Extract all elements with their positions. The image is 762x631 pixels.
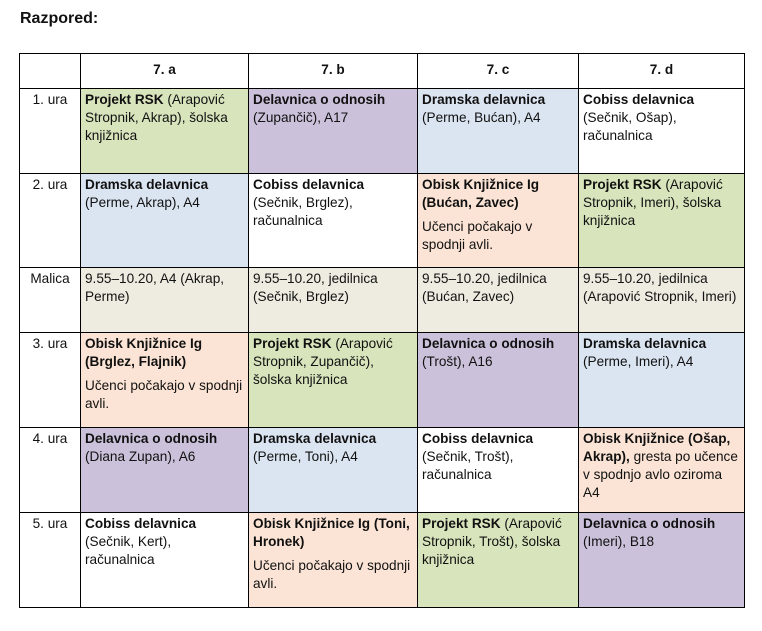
activity-name: Dramska delavnica [253, 431, 377, 446]
activity-detail: (Perme, Imeri), A4 [583, 354, 694, 369]
activity-name: Cobiss delavnica [253, 177, 365, 192]
time-cell: 1. ura [20, 89, 81, 174]
schedule-cell [81, 174, 249, 268]
schedule-cell [249, 174, 418, 268]
activity-detail: (Imeri), B18 [583, 534, 655, 549]
schedule-cell [249, 428, 418, 513]
activity-note: Učenci počakajo v spodnji avli. [85, 378, 243, 411]
activity-name: Obisk Knjižnice Ig (Bućan, Zavec) [422, 177, 540, 210]
activity-detail: (Sečnik, Ošap), računalnica [583, 110, 677, 143]
schedule-cell [579, 333, 745, 428]
activity-name: Projekt RSK [253, 336, 332, 351]
activity-name: Dramska delavnica [422, 92, 546, 107]
activity-detail: (Zupančič), A17 [253, 110, 349, 125]
time-cell: 4. ura [20, 428, 81, 513]
activity-detail: (Diana Zupan), A6 [85, 449, 196, 464]
activity-detail: (Arapović Stropnik, Trošt), šolska knjižnica [422, 516, 562, 567]
schedule-cell [249, 513, 418, 608]
activity-note: Učenci počakajo v spodnji avli. [253, 558, 411, 591]
activity-detail: (Arapović Stropnik, Akrap), šolska knjižnica [85, 92, 228, 143]
page-title: Razpored: [20, 10, 99, 27]
schedule-cell [418, 428, 579, 513]
table-row [20, 333, 745, 428]
table-row [20, 174, 745, 268]
activity-detail: (Perme, Toni), A4 [253, 449, 358, 464]
activity-name: Delavnica o odnosih [253, 92, 386, 107]
table-row [20, 268, 745, 333]
activity-detail: (Sečnik, Trošt), računalnica [422, 449, 514, 482]
schedule-cell [249, 333, 418, 428]
schedule-cell [81, 428, 249, 513]
header-row [20, 54, 745, 89]
activity-name: Projekt RSK [85, 92, 164, 107]
schedule-cell [579, 428, 745, 513]
activity-detail: (Trošt), A16 [422, 354, 493, 369]
header-corner-cell [20, 54, 81, 89]
time-cell: 3. ura [20, 333, 81, 428]
activity-detail: 9.55–10.20, A4 (Akrap, Perme) [85, 271, 225, 304]
activity-detail: (Arapović Stropnik, Imeri), šolska knjižnica [583, 177, 723, 228]
activity-name: Cobiss delavnica [583, 92, 695, 107]
activity-name: Obisk Knjižnice Ig (Brglez, Flajnik) [85, 336, 203, 369]
header-class-7c: 7. c [418, 54, 579, 89]
header-class-7b: 7. b [249, 54, 418, 89]
schedule-cell [418, 333, 579, 428]
activity-detail: 9.55–10.20, jedilnica (Arapović Stropnik, Imeri) [583, 271, 737, 304]
activity-name: Dramska delavnica [85, 177, 209, 192]
activity-name: Dramska delavnica [583, 336, 707, 351]
header-class-7d: 7. d [579, 54, 745, 89]
activity-name: Obisk Knjižnice Ig (Toni, Hronek) [253, 516, 410, 549]
activity-detail: 9.55–10.20, jedilnica (Sečnik, Brglez) [253, 271, 378, 304]
schedule-cell [418, 89, 579, 174]
schedule-cell [579, 89, 745, 174]
schedule-cell [81, 89, 249, 174]
schedule-cell [579, 513, 745, 608]
activity-name: Projekt RSK [422, 516, 501, 531]
activity-detail: (Perme, Bućan), A4 [422, 110, 541, 125]
schedule-cell [579, 268, 745, 333]
schedule-cell [418, 174, 579, 268]
schedule-cell [249, 268, 418, 333]
header-class-7a: 7. a [81, 54, 249, 89]
schedule-cell [579, 174, 745, 268]
activity-name: Projekt RSK [583, 177, 662, 192]
activity-note: Učenci počakajo v spodnji avli. [422, 219, 533, 252]
schedule-cell [81, 513, 249, 608]
activity-detail: (Perme, Akrap), A4 [85, 195, 200, 210]
activity-name: Delavnica o odnosih [85, 431, 218, 446]
schedule-cell [418, 268, 579, 333]
activity-detail: 9.55–10.20, jedilnica (Bućan, Zavec) [422, 271, 547, 304]
activity-name: Obisk Knjižnice (Ošap, Akrap), [583, 431, 731, 464]
activity-detail: (Sečnik, Kert), računalnica [85, 534, 172, 567]
activity-name: Delavnica o odnosih [583, 516, 716, 531]
table-row [20, 428, 745, 513]
time-cell: 2. ura [20, 174, 81, 268]
activity-detail: (Arapović Stropnik, Zupančič), šolska knjižnica [253, 336, 393, 387]
schedule-table [19, 53, 745, 608]
table-row [20, 89, 745, 174]
schedule-cell [418, 513, 579, 608]
time-cell: 5. ura [20, 513, 81, 608]
table-row [20, 513, 745, 608]
schedule-cell [81, 333, 249, 428]
activity-detail: (Sečnik, Brglez), računalnica [253, 195, 353, 228]
schedule-cell [249, 89, 418, 174]
activity-detail: gresta po učence v spodnjo avlo oziroma A4 [583, 449, 738, 500]
schedule-cell [81, 268, 249, 333]
time-cell: Malica [20, 268, 81, 333]
activity-name: Cobiss delavnica [85, 516, 197, 531]
activity-name: Delavnica o odnosih [422, 336, 555, 351]
activity-name: Cobiss delavnica [422, 431, 534, 446]
